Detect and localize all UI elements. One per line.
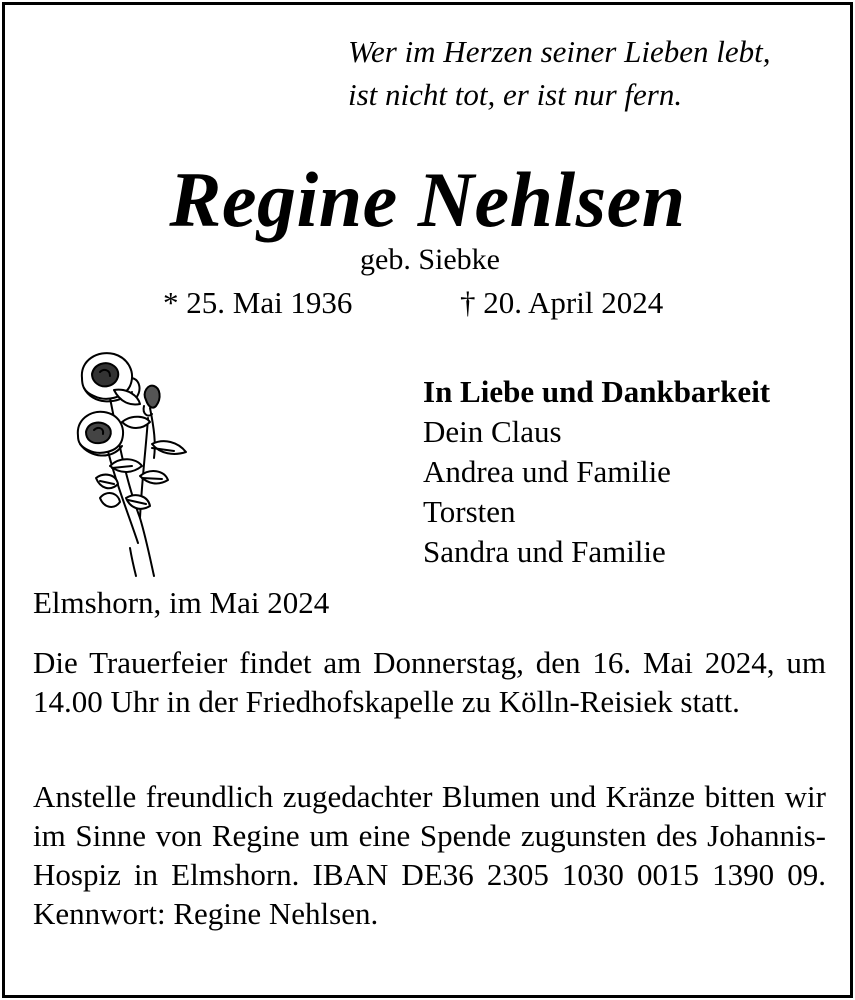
funeral-notice: Die Trauerfeier findet am Donnerstag, den 16. Mai 2024, um 14.00 Uhr in der Friedhofskapelle zu Kölln-Reisiek statt.: [33, 645, 826, 719]
maiden-name: geb. Siebke: [360, 243, 500, 276]
motto: [348, 30, 838, 116]
mourner-name: Dein Claus: [423, 414, 562, 449]
donation-notice: Anstelle freundlich zugedachter Blumen und Kränze bitten wir im Sinne von Regine um eine Spende zugunsten des Johannis-Hospiz in Elmshorn. IBAN DE36 2305 1030 0015 1390 09. Kennwort: Regine Nehlsen.: [33, 779, 826, 931]
mourners-lead: In Liebe und Dankbarkeit: [423, 374, 771, 409]
mourner-name: Andrea und Familie: [423, 454, 671, 489]
place-date: Elmshorn, im Mai 2024: [33, 585, 330, 620]
mourner-name: Sandra und Familie: [423, 534, 666, 569]
rose-icon: [70, 348, 195, 580]
death-date: † 20. April 2024: [460, 285, 664, 320]
deceased-name: Regine Nehlsen: [169, 156, 686, 243]
motto-line-2: ist nicht tot, er ist nur fern.: [348, 77, 683, 112]
birth-date: * 25. Mai 1936: [163, 285, 353, 320]
mourners-block: [423, 372, 770, 572]
motto-line-1: Wer im Herzen seiner Lieben lebt,: [348, 34, 771, 69]
mourner-name: Torsten: [423, 494, 516, 529]
